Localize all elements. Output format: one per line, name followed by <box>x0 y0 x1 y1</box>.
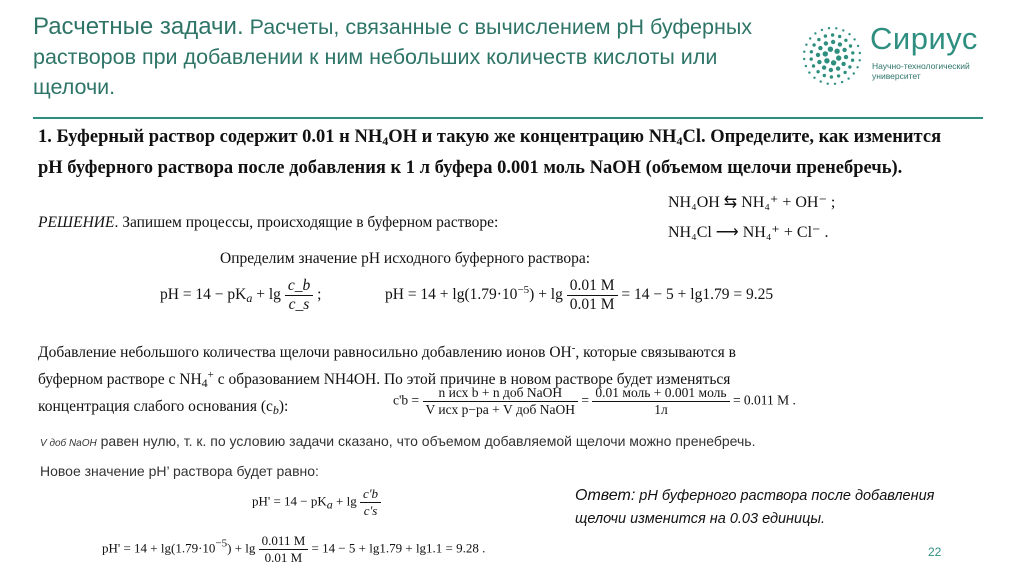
logo-dot <box>828 27 830 29</box>
logo-dot <box>831 40 835 44</box>
logo-dot <box>810 57 813 60</box>
np-f2-left: pH' = 14 + lg(1.79·10 <box>102 540 216 556</box>
task-sub-2: 4 <box>676 134 683 148</box>
logo-dot <box>841 81 843 83</box>
logo-dot <box>851 59 854 62</box>
answer-block <box>575 484 985 531</box>
logo-dot <box>816 70 819 73</box>
note-lhs: V доб NaOH <box>40 438 97 449</box>
logo-name: Сириус <box>870 21 978 56</box>
f2-mid: ) + lg <box>529 286 563 304</box>
logo-dot <box>831 60 836 65</box>
logo-dot <box>851 51 854 54</box>
logo-dot <box>857 45 859 47</box>
logo-dot <box>810 50 813 53</box>
dots-logo-icon <box>800 24 864 88</box>
logo-dot <box>856 66 858 68</box>
np-f1-fraction <box>360 486 381 519</box>
logo-dot <box>848 33 850 35</box>
p1a: Добавление небольшого количества щелочи равносильно добавлению ионов OH <box>38 344 572 361</box>
logo-dot <box>812 43 815 46</box>
np-f2-mid: ) + lg <box>227 540 256 556</box>
f3-fraction <box>423 385 579 418</box>
note-line <box>40 433 755 449</box>
solution-text: . Запишем процессы, происходящие в буферном растворе: <box>114 214 499 231</box>
equation-nh4cl: NH₄Cl ⟶ NH₄⁺ + Cl⁻ . <box>668 224 829 241</box>
f3-lhs: c'b = <box>393 392 420 408</box>
p1sup: - <box>571 342 576 354</box>
logo-dot <box>813 77 815 79</box>
title-rest: Расчеты, связанные с вычислением pH буферных растворов при добавлении к ним небольших количеств кислоты или щелочи. <box>33 15 753 99</box>
logo-subtitle-line1: Научно-технологический <box>872 61 970 71</box>
p2sup: + <box>207 369 214 381</box>
logo-dot <box>847 77 849 79</box>
logo-dot <box>848 65 851 68</box>
page-title <box>33 12 778 102</box>
logo-subtitle-line2: университет <box>872 71 921 81</box>
f1-num: c_b <box>285 277 313 296</box>
logo-dot <box>816 53 820 57</box>
logo-dot <box>835 27 837 29</box>
logo-dot <box>803 51 805 53</box>
np-f2-den: 0.01 M <box>264 550 303 565</box>
logo-dot <box>820 80 822 82</box>
formula-henderson <box>160 277 321 314</box>
f1-tail: ; <box>317 286 322 304</box>
p1b: , которые связываются в <box>575 344 736 361</box>
logo-dot <box>834 83 836 85</box>
p2a: буферном растворе с NH <box>38 371 202 388</box>
f2-tail: = 14 − 5 + lg1.79 = 9.25 <box>621 286 774 304</box>
logo-dot <box>836 66 840 70</box>
logo-dot <box>834 49 839 54</box>
formula-ph-initial <box>385 277 773 314</box>
f3-result: = 0.011 M . <box>732 392 796 408</box>
solution-intro <box>38 214 498 232</box>
title-bold: Расчетные задачи. <box>33 13 244 40</box>
task-statement <box>38 124 968 182</box>
f1-plus: + lg <box>256 286 281 304</box>
header-divider <box>33 117 983 119</box>
answer-text: pH буферного раствора после добавления щелочи изменится на 0.03 единицы. <box>575 488 935 527</box>
logo-dot <box>805 65 807 67</box>
f1-sub: a <box>246 291 253 306</box>
note-text: равен нулю, т. к. по условию задачи сказано, что объемом добавляемой щелочи можно пренебречь. <box>96 433 756 449</box>
logo-dot <box>823 74 826 77</box>
f3-fraction2 <box>592 385 729 418</box>
logo-dot <box>824 34 827 37</box>
logo-dot <box>827 83 829 85</box>
np-f1-den: c's <box>363 503 378 518</box>
logo-dot <box>809 37 811 39</box>
formula-new-cb <box>393 385 796 418</box>
logo-dot <box>843 71 846 74</box>
page-number: 22 <box>928 545 942 559</box>
determine-text: Определим значение pH исходного буферного раствора: <box>220 250 591 267</box>
logo-dot <box>824 41 828 45</box>
logo-dot <box>844 55 848 59</box>
f3-eq: = <box>581 392 590 408</box>
logo-dot <box>841 62 845 66</box>
logo-dot <box>817 60 821 64</box>
equation-nh4oh: NH₄OH ⇆ NH₄⁺ + OH⁻ ; <box>668 194 836 211</box>
para-line1 <box>38 337 973 364</box>
logo-dot <box>849 44 852 47</box>
logo-dot <box>803 58 805 60</box>
f3-num: n исх b + n доб NaOH <box>423 385 579 402</box>
np-f1-sub: a <box>326 497 333 512</box>
sirius-logo <box>800 21 1000 88</box>
logo-dot <box>805 44 807 46</box>
logo-dot <box>842 29 844 31</box>
logo-subtitle <box>872 61 970 81</box>
formula-new-ph-general <box>252 486 381 519</box>
np-f2-num: 0.011 M <box>259 533 309 550</box>
logo-dot <box>859 52 861 54</box>
np-f1-left: pH' = 14 − pK <box>252 493 327 509</box>
p3end: ): <box>278 398 289 415</box>
task-text-2: OH и такую же концентрацию NH <box>388 127 677 147</box>
logo-dot <box>812 64 815 67</box>
solution-label: РЕШЕНИЕ <box>38 214 115 231</box>
logo-dot <box>853 72 855 74</box>
logo-dot <box>844 39 847 42</box>
logo-dot <box>853 38 855 40</box>
new-ph-intro: Новое значение pH’ раствора будет равно: <box>40 463 319 479</box>
task-sub-1: 4 <box>382 134 389 148</box>
f2-left: pH = 14 + lg(1.79·10 <box>385 286 518 304</box>
logo-dot <box>831 33 834 36</box>
logo-dot <box>817 38 820 41</box>
f2-den: 0.01 M <box>569 296 615 313</box>
logo-dot <box>828 47 833 52</box>
p3: концентрация слабого основания (c <box>38 398 273 415</box>
logo-dot <box>836 55 841 60</box>
answer-label: Ответ: <box>575 487 636 504</box>
np-f2-tail: = 14 − 5 + lg1.79 + lg1.1 = 9.28 . <box>311 540 486 556</box>
f1-fraction <box>285 277 313 314</box>
logo-dot <box>838 35 841 38</box>
f2-exp: −5 <box>517 284 530 297</box>
logo-dot <box>822 65 826 69</box>
logo-dot <box>829 68 833 72</box>
dissociation-equations <box>668 188 898 248</box>
p3sub: b <box>272 403 279 417</box>
np-f2-fraction <box>259 533 309 566</box>
np-f1-num: c'b <box>360 486 381 503</box>
f2-num: 0.01 M <box>567 277 618 296</box>
f3-den2: 1л <box>654 402 668 417</box>
logo-dot <box>818 46 822 50</box>
logo-dot <box>823 51 828 56</box>
np-f1-plus: + lg <box>332 493 357 509</box>
np-f2-exp: −5 <box>215 537 228 550</box>
logo-dot <box>821 29 823 31</box>
f1-den: c_s <box>288 296 310 313</box>
f1-left: pH = 14 − pK <box>160 286 247 304</box>
f3-num2: 0.01 моль + 0.001 моль <box>592 385 729 402</box>
logo-dot <box>824 58 829 63</box>
logo-dot <box>838 42 842 46</box>
p2sub: 4 <box>201 376 208 390</box>
formula-new-ph-result <box>102 533 485 566</box>
logo-dot <box>830 75 833 78</box>
logo-dot <box>814 32 816 34</box>
task-text-3: Cl. Определите, как изменится pH буферного раствора после добавления к 1 л буфера 0.001 моль NaOH (объемом щелочи пренебречь). <box>38 127 942 178</box>
logo-dot <box>859 59 861 61</box>
logo-dot <box>837 74 840 77</box>
p2b: с образованием NH4OH. По этой причине в новом растворе будет изменяться <box>213 371 731 388</box>
task-text-1: 1. Буферный раствор содержит 0.01 н NH <box>38 127 383 147</box>
logo-dot <box>808 71 810 73</box>
f2-fraction <box>567 277 618 314</box>
logo-dot <box>842 48 846 52</box>
f3-den: V исх р−ра + V доб NaOH <box>425 402 576 417</box>
